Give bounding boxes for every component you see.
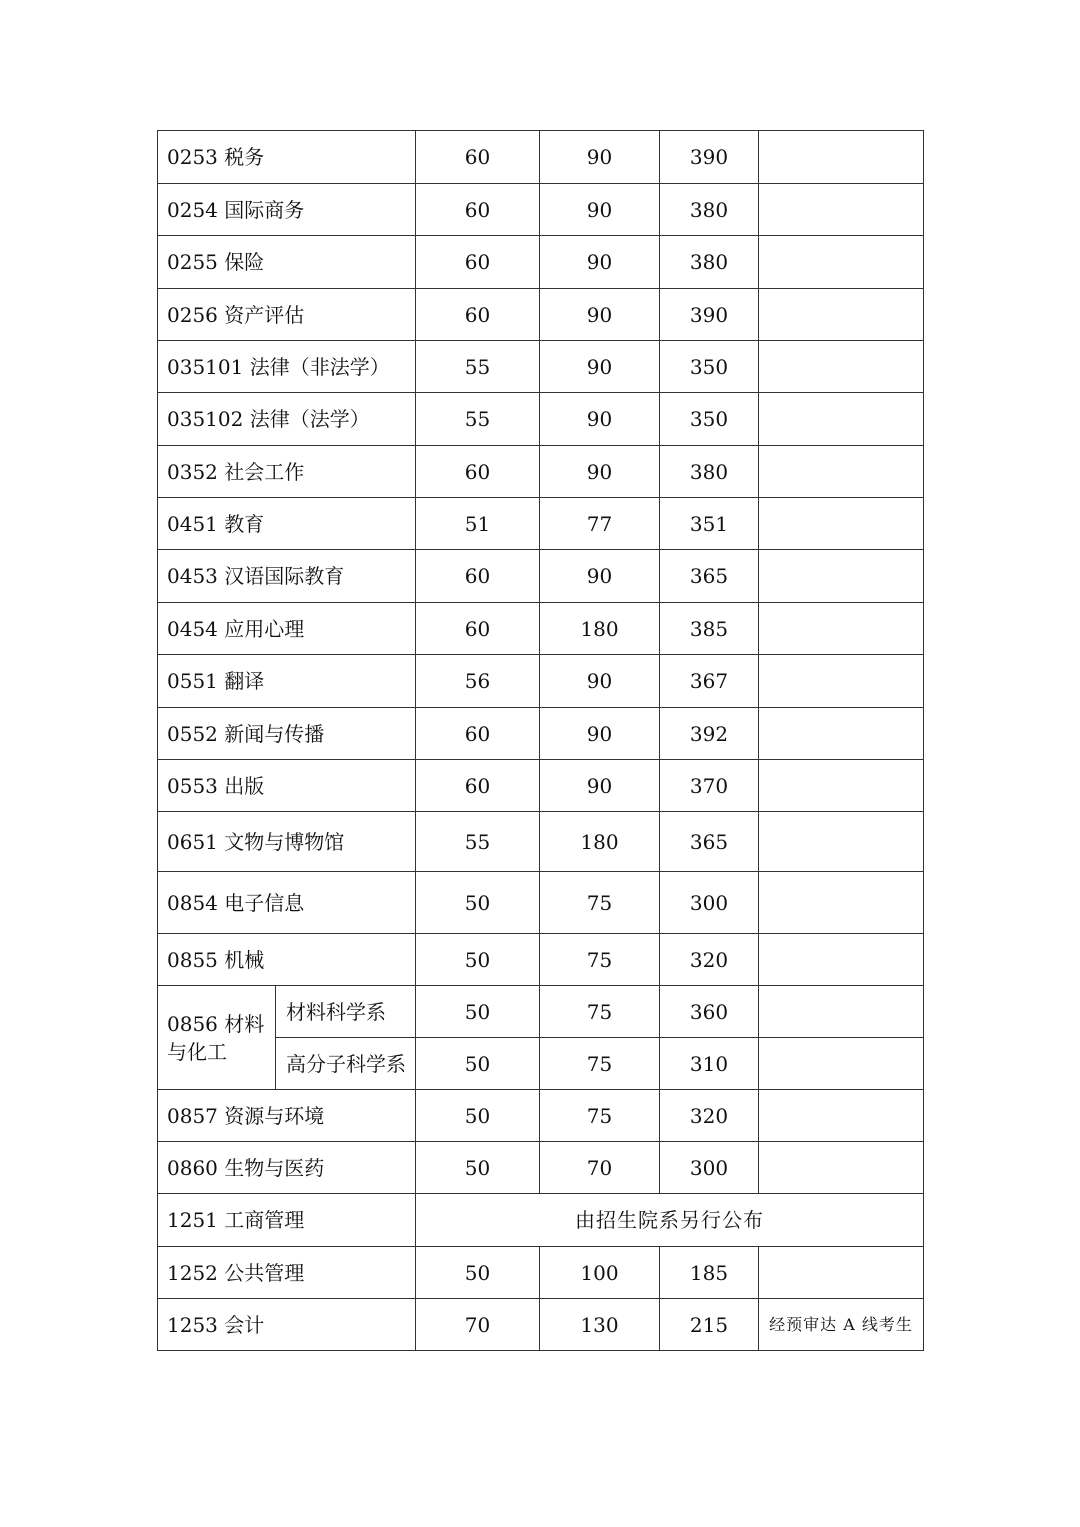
single-subject-score-cell: 50 [416,1038,540,1090]
total-score-cell: 320 [660,934,759,986]
single-subject-score-cell: 50 [416,986,540,1038]
note-cell [759,289,924,341]
total-score-cell: 300 [660,1142,759,1194]
other-subject-score-cell: 90 [540,655,660,708]
note-cell [759,708,924,760]
other-subject-score-cell: 180 [540,603,660,655]
other-subject-score-cell: 90 [540,393,660,446]
other-subject-score-cell: 90 [540,184,660,236]
table-row [158,812,924,872]
note-cell [759,236,924,289]
table-row [158,872,924,934]
sub-department-cell: 材料科学系 [276,986,416,1038]
table-row [158,1247,924,1299]
note-cell [759,341,924,393]
table-row [158,603,924,655]
major-cell: 035102 法律（法学） [158,393,416,446]
single-subject-score-cell: 60 [416,236,540,289]
single-subject-score-cell: 60 [416,550,540,603]
other-subject-score-cell: 77 [540,498,660,550]
other-subject-score-cell: 75 [540,986,660,1038]
single-subject-score-cell: 50 [416,1090,540,1142]
major-cell: 035101 法律（非法学） [158,341,416,393]
note-cell [759,934,924,986]
single-subject-score-cell: 55 [416,812,540,872]
single-subject-score-cell: 60 [416,289,540,341]
table-row [158,341,924,393]
table-row [158,760,924,812]
other-subject-score-cell: 90 [540,550,660,603]
total-score-cell: 367 [660,655,759,708]
other-subject-score-cell: 90 [540,289,660,341]
note-cell [759,1247,924,1299]
spanning-note-cell: 由招生院系另行公布 [416,1194,924,1247]
other-subject-score-cell: 90 [540,236,660,289]
note-cell [759,498,924,550]
total-score-cell: 390 [660,131,759,184]
table-row [158,986,924,1038]
major-cell: 0255 保险 [158,236,416,289]
total-score-cell: 365 [660,812,759,872]
major-cell: 1252 公共管理 [158,1247,416,1299]
note-cell: 经预审达 A 线考生 [759,1299,924,1351]
table-row [158,184,924,236]
note-cell [759,393,924,446]
table-row [158,934,924,986]
note-cell [759,1038,924,1090]
single-subject-score-cell: 60 [416,446,540,498]
table-body [158,131,924,1351]
total-score-cell: 320 [660,1090,759,1142]
single-subject-score-cell: 60 [416,603,540,655]
other-subject-score-cell: 75 [540,872,660,934]
single-subject-score-cell: 55 [416,393,540,446]
single-subject-score-cell: 50 [416,1247,540,1299]
major-cell: 0453 汉语国际教育 [158,550,416,603]
score-table [157,130,924,1351]
other-subject-score-cell: 75 [540,934,660,986]
table-row [158,655,924,708]
major-cell: 1253 会计 [158,1299,416,1351]
total-score-cell: 380 [660,184,759,236]
other-subject-score-cell: 130 [540,1299,660,1351]
single-subject-score-cell: 50 [416,872,540,934]
single-subject-score-cell: 60 [416,760,540,812]
total-score-cell: 350 [660,393,759,446]
other-subject-score-cell: 90 [540,341,660,393]
single-subject-score-cell: 60 [416,131,540,184]
note-cell [759,603,924,655]
major-cell: 0860 生物与医药 [158,1142,416,1194]
single-subject-score-cell: 70 [416,1299,540,1351]
major-cell: 0553 出版 [158,760,416,812]
total-score-cell: 380 [660,236,759,289]
table-row [158,446,924,498]
table-row [158,1299,924,1351]
total-score-cell: 215 [660,1299,759,1351]
table-row [158,1142,924,1194]
total-score-cell: 360 [660,986,759,1038]
total-score-cell: 380 [660,446,759,498]
total-score-cell: 385 [660,603,759,655]
single-subject-score-cell: 60 [416,184,540,236]
total-score-cell: 365 [660,550,759,603]
table-row [158,498,924,550]
major-cell: 0254 国际商务 [158,184,416,236]
note-cell [759,184,924,236]
table-row [158,236,924,289]
note-cell [759,131,924,184]
total-score-cell: 370 [660,760,759,812]
major-cell: 0352 社会工作 [158,446,416,498]
single-subject-score-cell: 51 [416,498,540,550]
total-score-cell: 350 [660,341,759,393]
other-subject-score-cell: 75 [540,1038,660,1090]
total-score-cell: 351 [660,498,759,550]
note-cell [759,1090,924,1142]
major-cell: 1251 工商管理 [158,1194,416,1247]
major-cell: 0857 资源与环境 [158,1090,416,1142]
major-cell: 0552 新闻与传播 [158,708,416,760]
table-row [158,131,924,184]
major-cell: 0651 文物与博物馆 [158,812,416,872]
table-row [158,1090,924,1142]
total-score-cell: 185 [660,1247,759,1299]
other-subject-score-cell: 90 [540,760,660,812]
other-subject-score-cell: 180 [540,812,660,872]
note-cell [759,1142,924,1194]
other-subject-score-cell: 75 [540,1090,660,1142]
major-cell: 0451 教育 [158,498,416,550]
major-cell: 0855 机械 [158,934,416,986]
table-row [158,550,924,603]
table-row [158,1194,924,1247]
major-cell: 0856 材料与化工 [158,986,276,1090]
major-cell: 0551 翻译 [158,655,416,708]
total-score-cell: 300 [660,872,759,934]
other-subject-score-cell: 90 [540,131,660,184]
major-cell: 0854 电子信息 [158,872,416,934]
note-cell [759,655,924,708]
major-cell: 0454 应用心理 [158,603,416,655]
other-subject-score-cell: 100 [540,1247,660,1299]
table-row [158,289,924,341]
total-score-cell: 310 [660,1038,759,1090]
other-subject-score-cell: 90 [540,708,660,760]
major-cell: 0256 资产评估 [158,289,416,341]
major-cell: 0253 税务 [158,131,416,184]
note-cell [759,550,924,603]
single-subject-score-cell: 50 [416,1142,540,1194]
total-score-cell: 392 [660,708,759,760]
single-subject-score-cell: 56 [416,655,540,708]
other-subject-score-cell: 90 [540,446,660,498]
table-row [158,393,924,446]
note-cell [759,986,924,1038]
total-score-cell: 390 [660,289,759,341]
single-subject-score-cell: 55 [416,341,540,393]
note-cell [759,760,924,812]
single-subject-score-cell: 50 [416,934,540,986]
note-cell [759,872,924,934]
table-row [158,708,924,760]
note-cell [759,446,924,498]
other-subject-score-cell: 70 [540,1142,660,1194]
sub-department-cell: 高分子科学系 [276,1038,416,1090]
note-cell [759,812,924,872]
single-subject-score-cell: 60 [416,708,540,760]
